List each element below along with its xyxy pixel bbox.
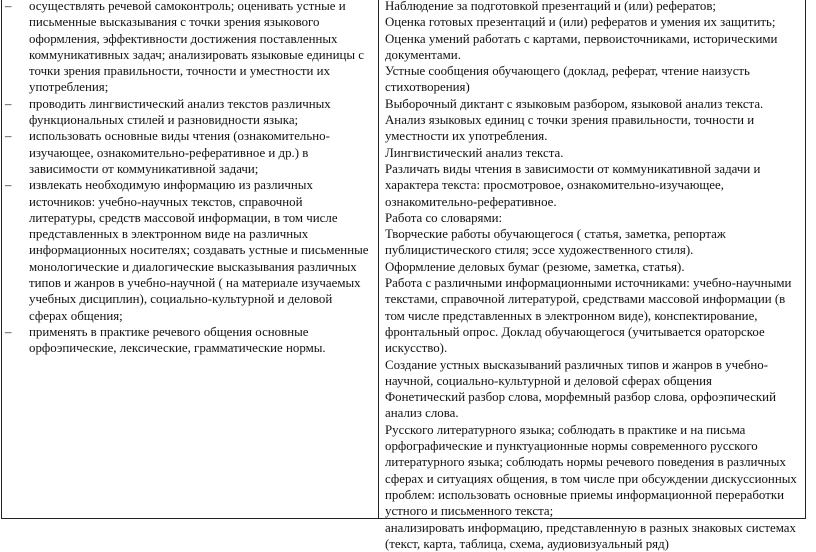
list-item — [4, 96, 372, 129]
bullet-dash: – — [5, 128, 11, 144]
list-item-text: использовать основные виды чтения (ознакомительно-изучающее, ознакомительно-реферативное и др.) в зависимости от коммуникативной задачи; — [29, 129, 330, 176]
assessment-line: Оценка готовых презентаций и (или) рефератов и умения их защитить; — [385, 14, 801, 30]
assessment-line: Анализ языковых единиц с точки зрения правильности, точности и уместности их употребления. — [385, 112, 801, 145]
list-item-text: извлекать необходимую информацию из различных источников: учебно-научных текстов, справочной литературы, средств массовой информации, в том числе представленных в электронном виде на различных информационных носителях; создавать устные и письменные монологические и диалогические высказывания различных типов и жанров в учебно-научной ( на материале изучаемых учебных дисциплин), социально-культурной и деловой сферах общения; — [29, 178, 368, 322]
assessment-line: Работа со словарями: — [385, 210, 801, 226]
assessment-line: Русского литературного языка; соблюдать в практике и на письма орфографические и пунктуационные нормы современного русского литературного языка; соблюдать нормы речевого поведения в различных сферах и ситуациях общения, в том числе при обсуждении дискуссионных проблем: использовать основные приемы информационной переработки устного и письменного текста; — [385, 422, 801, 520]
assessment-line: Создание устных высказываний различных типов и жанров в учебно-научной, социально-культурной и деловой сферах общения — [385, 357, 801, 390]
bullet-dash: – — [5, 96, 11, 112]
assessment-line: Различать виды чтения в зависимости от коммуникативной задачи и характера текста: просмотровое, ознакомительно-изучающее, ознакомительно-реферативное. — [385, 161, 801, 210]
list-item — [4, 0, 372, 96]
list-item-text: осуществлять речевой самоконтроль; оценивать устные и письменные высказывания с точки зрения языкового оформления, эффективности достижения поставленных коммуникативных задач; анализировать языковые единицы с точки зрения правильности, точности и уместности их употребления; — [29, 0, 364, 94]
bullet-dash: – — [5, 324, 11, 340]
assessment-line: Работа с различными информационными источниками: учебно-научными текстами, справочной литературой, средствами массовой информации (в том числе представленных в электронном виде), конспектирование, фронтальный опрос. Доклад обучающегося (учитывается ораторское искусство). — [385, 275, 801, 356]
column-divider — [378, 0, 379, 519]
skills-list — [4, 0, 372, 357]
assessment-line: Выборочный диктант с языковым разбором, языковой анализ текста. — [385, 96, 801, 112]
left-column-cell — [4, 0, 372, 357]
assessment-line: Оформление деловых бумаг (резюме, заметка, статья). — [385, 259, 801, 275]
right-column-cell — [385, 0, 801, 552]
list-item — [4, 324, 372, 357]
list-item — [4, 177, 372, 324]
assessment-line: Фонетический разбор слова, морфемный разбор слова, орфоэпический анализ слова. — [385, 389, 801, 422]
assessment-line: Наблюдение за подготовкой презентаций и (или) рефератов; — [385, 0, 801, 14]
bullet-dash: – — [5, 177, 11, 193]
assessment-line: Творческие работы обучающегося ( статья, заметка, репортаж публицистического стиля; эссе художественного стиля). — [385, 226, 801, 259]
assessment-line: Оценка умений работать с картами, первоисточниками, историческими документами. — [385, 31, 801, 64]
list-item-text: применять в практике речевого общения основные орфоэпические, лексические, грамматические нормы. — [29, 325, 326, 355]
assessment-line: анализировать информацию, представленную в разных знаковых системах (текст, карта, таблица, схема, аудиовизуальный ряд) — [385, 520, 801, 552]
bullet-dash: – — [5, 0, 11, 14]
list-item — [4, 128, 372, 177]
assessment-line: Лингвистический анализ текста. — [385, 145, 801, 161]
list-item-text: проводить лингвистический анализ текстов различных функциональных стилей и разновидности языка; — [29, 97, 331, 127]
assessment-line: Устные сообщения обучающего (доклад, реферат, чтение наизусть стихотворения) — [385, 63, 801, 96]
